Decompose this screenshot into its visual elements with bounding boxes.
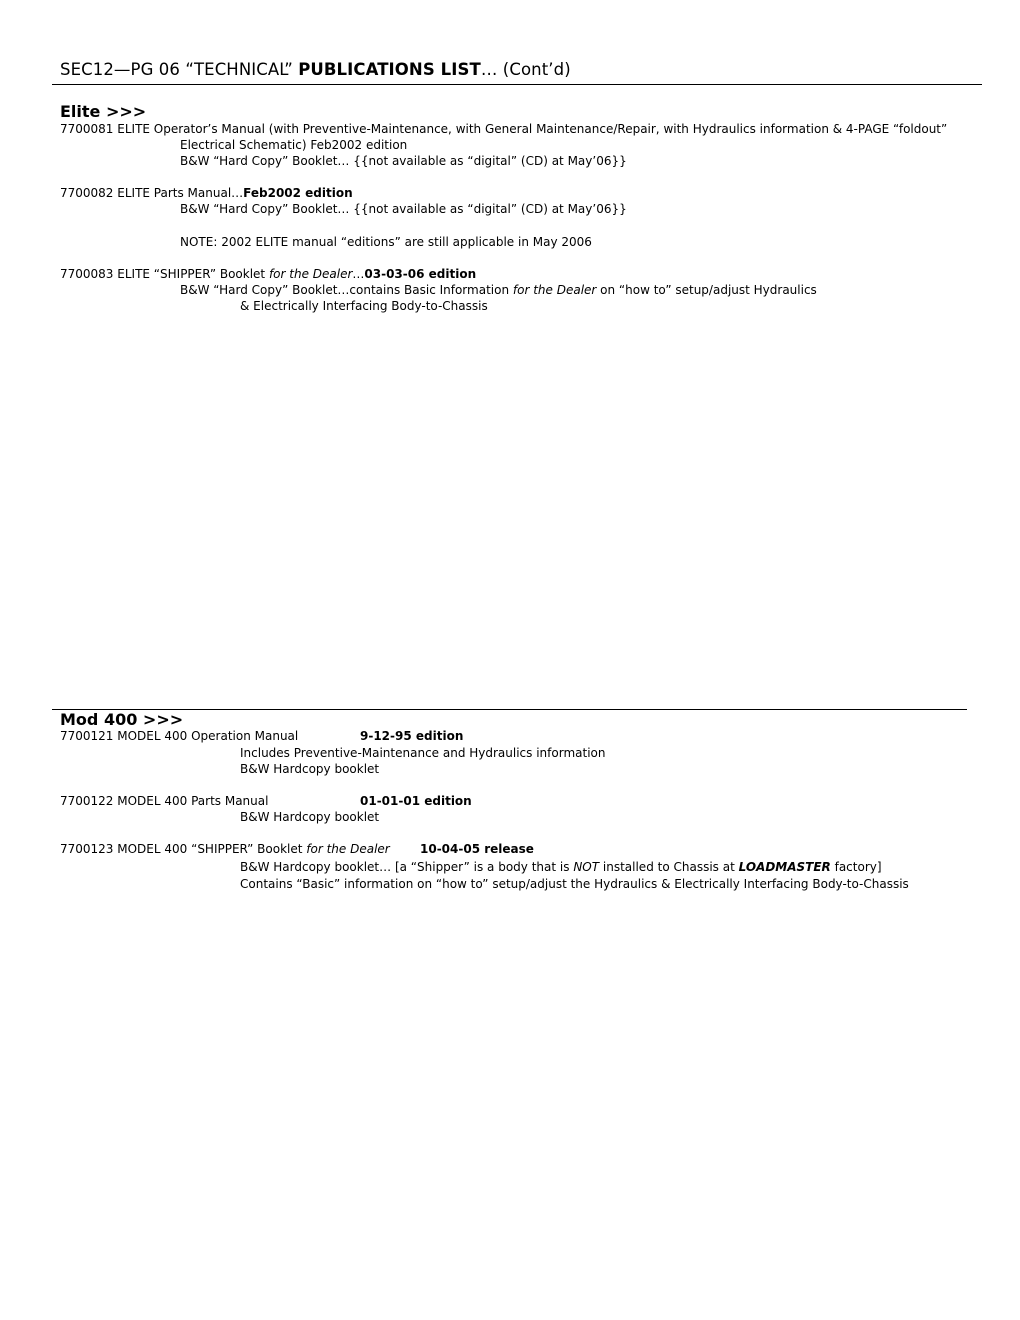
item-text: B&W Hardcopy booklet… [a “Shipper” is a body that is	[240, 860, 574, 874]
item-edition: 01-01-01 edition	[360, 794, 472, 808]
item-edition: 03-03-06 edition	[364, 267, 477, 281]
item-title-text: 7700123 MODEL 400 “SHIPPER” Booklet	[60, 842, 307, 856]
list-item-line	[180, 282, 817, 298]
item-text: installed to Chassis at	[599, 860, 739, 874]
section-heading-elite: Elite >>>	[60, 102, 147, 121]
item-edition: Feb2002 edition	[243, 186, 353, 200]
list-item-line: B&W “Hard Copy” Booklet… {{not available as “digital” (CD) at May’06}}	[180, 202, 627, 216]
page-title-bold: PUBLICATIONS LIST	[298, 60, 481, 79]
page-title	[60, 60, 571, 79]
item-title: 7700082 ELITE Parts Manual…	[60, 186, 244, 200]
list-item-line	[60, 266, 476, 282]
item-title: 7700122 MODEL 400 Parts Manual	[60, 794, 269, 808]
item-italic: for the Dealer	[268, 267, 353, 281]
page-title-prefix: SEC12—PG 06 “TECHNICAL”	[60, 60, 299, 79]
list-item-line: Includes Preventive-Maintenance and Hydraulics information	[240, 746, 606, 760]
item-edition: 10-04-05 release	[420, 842, 534, 856]
brand-name: LOADMASTER	[738, 860, 831, 874]
list-item-line: B&W “Hard Copy” Booklet… {{not available as “digital” (CD) at May’06}}	[180, 154, 627, 168]
header-divider	[52, 84, 982, 85]
list-item-line: Contains “Basic” information on “how to” setup/adjust the Hydraulics & Electrically Interfacing Body-to-Chassis	[240, 877, 909, 891]
item-title: 7700083 ELITE “SHIPPER” Booklet	[60, 267, 269, 281]
item-italic: for the Dealer	[512, 283, 597, 297]
item-sep: …	[352, 267, 365, 281]
list-item-line: & Electrically Interfacing Body-to-Chassis	[240, 299, 488, 313]
item-italic: NOT	[573, 860, 600, 874]
item-italic: for the Dealer	[306, 842, 390, 856]
note-text: NOTE: 2002 ELITE manual “editions” are still applicable in May 2006	[180, 235, 592, 249]
item-text: B&W “Hard Copy” Booklet…contains Basic Information	[180, 283, 513, 297]
item-text: on “how to” setup/adjust Hydraulics	[596, 283, 817, 297]
item-edition: 9-12-95 edition	[360, 729, 464, 743]
item-text: factory]	[830, 860, 882, 874]
section-divider	[52, 709, 967, 710]
list-item-line: Electrical Schematic) Feb2002 edition	[180, 138, 408, 152]
list-item-line: B&W Hardcopy booklet	[240, 762, 380, 776]
list-item-line: B&W Hardcopy booklet	[240, 810, 380, 824]
list-item-line	[60, 185, 353, 201]
item-title	[60, 841, 390, 857]
section-heading-mod400: Mod 400 >>>	[60, 710, 184, 729]
list-item-line	[240, 859, 882, 875]
list-item-line: 7700081 ELITE Operator’s Manual (with Preventive-Maintenance, with General Maintenance/Repair, with Hydraulics information & 4-PAGE “foldout”	[60, 122, 948, 136]
item-title: 7700121 MODEL 400 Operation Manual	[60, 729, 299, 743]
page-title-suffix: … (Cont’d)	[480, 60, 571, 79]
